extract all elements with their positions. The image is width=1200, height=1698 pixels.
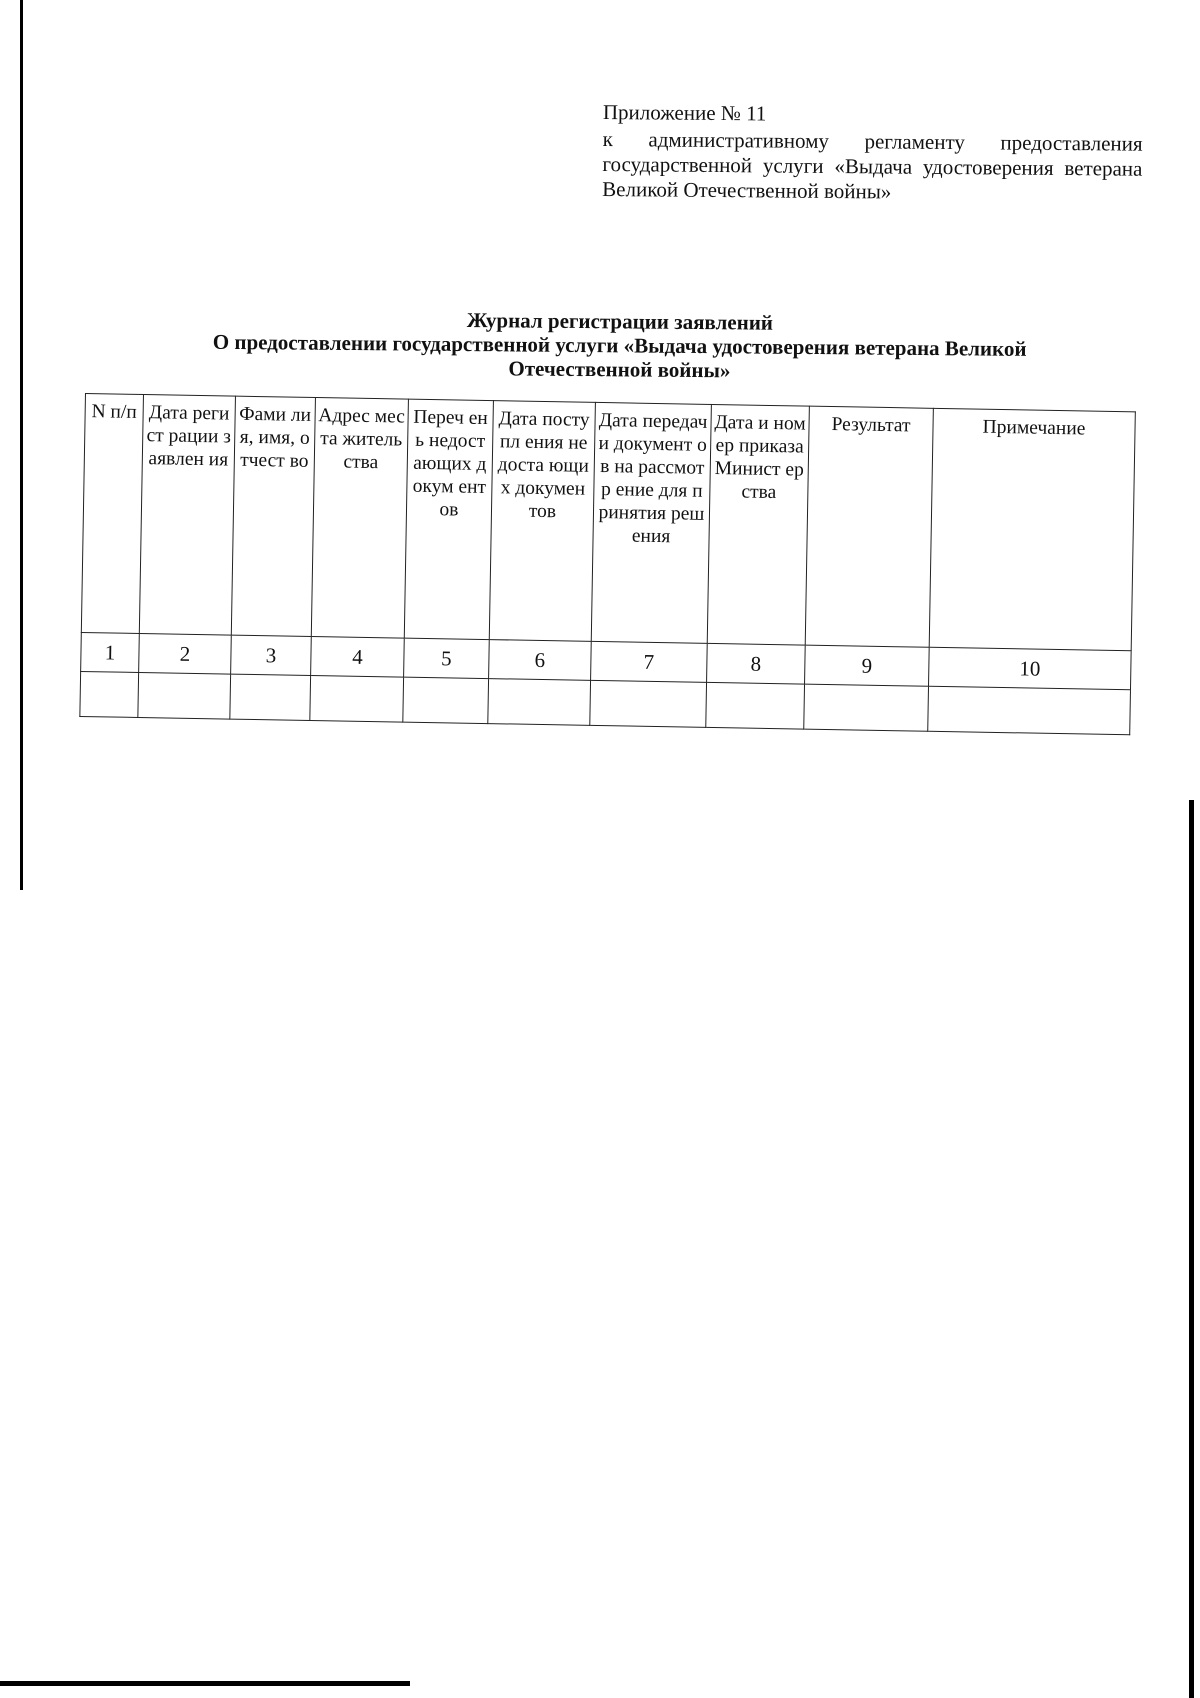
column-number: 9 — [805, 645, 930, 686]
column-number: 7 — [591, 641, 708, 682]
title-line-2: О предоставлении государственной услуги «Выдача удостоверения ветерана Великой — [212, 329, 1027, 361]
column-number: 4 — [311, 636, 405, 677]
empty-cell — [138, 672, 231, 719]
empty-cell — [706, 682, 805, 729]
empty-cell — [403, 677, 489, 723]
empty-cell — [804, 684, 929, 731]
title-line-3: Отечественной войны» — [508, 356, 731, 383]
column-header: Дата и номер приказа Минист ерства — [707, 404, 809, 645]
empty-cell — [928, 686, 1131, 735]
column-number: 2 — [139, 633, 232, 674]
appendix-header — [602, 100, 1143, 207]
empty-cell — [230, 674, 311, 720]
empty-cell — [310, 675, 404, 722]
appendix-text: к административному регламенту предоставления государственной услуги «Выдача удостоверения ветерана Великой Отечественной войны» — [602, 126, 1143, 204]
column-number: 6 — [489, 640, 592, 681]
column-number: 8 — [707, 643, 806, 684]
column-header: N п/п — [81, 394, 143, 634]
empty-cell — [80, 671, 139, 717]
journal-table — [79, 393, 1135, 735]
column-number: 5 — [404, 638, 490, 678]
column-number: 10 — [929, 647, 1132, 690]
column-header: Переч ень недост ающих докум ентов — [404, 399, 493, 639]
column-header: Результат — [805, 406, 933, 647]
column-number: 1 — [81, 632, 140, 672]
column-header: Фами лия, имя, отчест во — [231, 396, 315, 636]
column-header: Дата регист рации заявлен ия — [139, 395, 235, 636]
column-header: Примечание — [929, 408, 1135, 650]
scan-edge-right — [1189, 800, 1194, 1698]
document-title — [119, 305, 1120, 386]
header-row — [81, 394, 1135, 651]
empty-cell — [590, 680, 707, 727]
column-number: 3 — [231, 635, 312, 675]
scan-edge-bottom — [0, 1681, 410, 1686]
empty-cell — [488, 679, 591, 726]
title-line-1: Журнал регистрации заявлений — [466, 308, 774, 335]
column-header: Дата поступл ения недоста ющих докумен тов — [489, 401, 595, 642]
appendix-number: Приложение № 11 — [602, 100, 767, 126]
journal-table-wrap — [79, 393, 1134, 735]
scan-edge-left — [20, 0, 23, 890]
column-header: Дата передачи документ ов на рассмотр ение для принятия решения — [591, 402, 711, 643]
column-header: Адрес места житель ства — [311, 398, 408, 639]
